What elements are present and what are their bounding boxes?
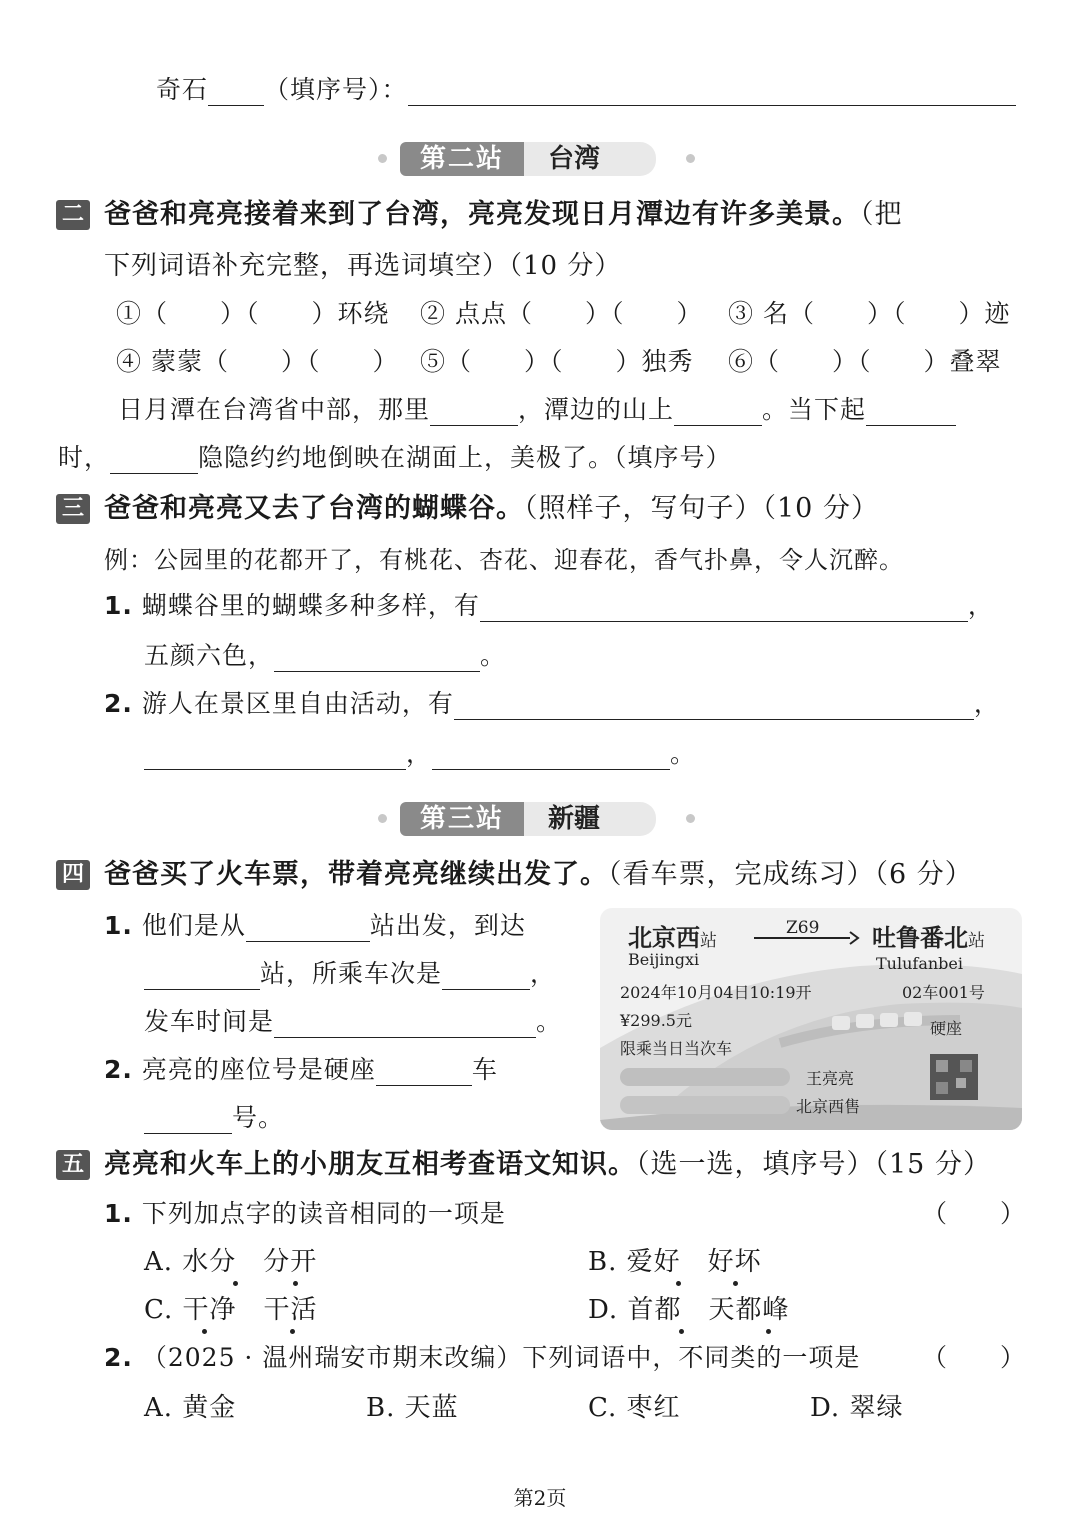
- q3-blank-3[interactable]: [454, 691, 974, 720]
- top-blank-2[interactable]: [408, 77, 1016, 106]
- q4-item1-d: 发车时间是: [144, 1007, 275, 1036]
- ticket-notice: 限乘当日当次车: [620, 1039, 733, 1058]
- q2-row1-a: ①（ ）（ ）环绕: [116, 299, 390, 328]
- q2-title: 爸爸和亮亮接着来到了台湾，亮亮发现日月潭边有许多美景。: [104, 199, 860, 230]
- banner-dot-right: [686, 154, 695, 163]
- ticket-price: ¥299.5元: [620, 1011, 692, 1030]
- ticket-passenger: 王亮亮: [806, 1069, 855, 1088]
- ticket-to-suffix: 站: [968, 931, 985, 951]
- q4-item1-num: 1.: [104, 911, 133, 940]
- q3-item2-line2: [144, 738, 696, 770]
- emphasis-dot: [679, 1329, 684, 1334]
- ticket-from-name: 北京西: [628, 924, 700, 952]
- q5-opt1-a[interactable]: A. 水分 分开: [144, 1247, 318, 1277]
- ticket-from-pinyin: Beijingxi: [628, 950, 700, 969]
- q2-fill-a: 日月潭在台湾省中部，那里: [118, 395, 431, 424]
- q4-item1-l2: [144, 958, 556, 990]
- q4-item2-c: 号。: [232, 1103, 285, 1132]
- q2-blank-1[interactable]: [430, 397, 518, 426]
- section-icon-5: 五: [56, 1150, 90, 1180]
- emphasis-dot: [202, 1329, 207, 1334]
- q5-item2-text: （2025 · 温州瑞安市期末改编）下列词语中，不同类的一项是: [141, 1343, 861, 1372]
- q2-fill-e: 隐隐约约地倒映在湖面上，美极了。（填序号）: [198, 443, 732, 472]
- q3-comma-1: ，: [967, 591, 994, 620]
- q3-title: 爸爸和亮亮又去了台湾的蝴蝶谷。: [104, 493, 524, 524]
- q3-item1-num: 1.: [104, 591, 133, 620]
- train-ticket: [600, 908, 1022, 1130]
- q4-item1-c: 站，所乘车次是: [260, 959, 443, 988]
- q3-comma-2: ，: [973, 689, 1000, 718]
- q3-blank-2[interactable]: [274, 643, 480, 672]
- q4-item2-l2: [144, 1102, 284, 1134]
- q2-row1-c: ③ 名（ ）（ ）迹: [728, 299, 1011, 328]
- q4-blank-train[interactable]: [442, 961, 530, 990]
- q4-item2-b: 车: [471, 1055, 498, 1084]
- q5-item1-text: 下列加点字的读音相同的一项是: [141, 1199, 506, 1228]
- q4-item1-b: 站出发，到达: [369, 911, 526, 940]
- q2-heading: [104, 198, 903, 232]
- ticket-from: [628, 918, 717, 953]
- q5-item2-num: 2.: [104, 1343, 133, 1372]
- q2-row2-a: ④ 蒙蒙（ ）（ ）: [116, 347, 399, 376]
- q3-item2: [104, 688, 1000, 720]
- station-number: 第二站: [400, 142, 524, 176]
- section-icon-4: 四: [56, 860, 90, 890]
- q5-item2-paren[interactable]: （ ）: [922, 1343, 1027, 1372]
- ticket-train-no: Z69: [786, 918, 820, 938]
- q4-blank-car[interactable]: [376, 1057, 472, 1086]
- q5-heading: [104, 1148, 991, 1182]
- q5-item2: [104, 1342, 860, 1374]
- q5-opt1-d[interactable]: D. 首都 天都峰: [588, 1295, 790, 1325]
- ticket-to-pinyin: Tulufanbei: [876, 954, 963, 973]
- station-banner-3: [378, 798, 698, 838]
- ticket-sold-at: 北京西售: [796, 1097, 861, 1116]
- emphasis-dot: [676, 1281, 681, 1286]
- banner-dot-right: [686, 814, 695, 823]
- q4-period: 。: [536, 1007, 563, 1036]
- q4-item1-l3: [144, 1006, 562, 1038]
- q2-row1-b: ② 点点（ ）（ ）: [420, 299, 703, 328]
- section-icon-3: 三: [56, 494, 90, 524]
- q3-heading: [104, 492, 879, 526]
- q4-heading: [104, 858, 973, 892]
- q4-item1-a: 他们是从: [141, 911, 246, 940]
- q2-fill-line1: [118, 394, 956, 426]
- ticket-to: [872, 918, 985, 953]
- q3-comma-3: ，: [406, 739, 433, 768]
- top-line: [156, 74, 1016, 106]
- q4-blank-seat[interactable]: [144, 1105, 232, 1134]
- q2-blank-3[interactable]: [866, 397, 956, 426]
- q2-row2-b: ⑤（ ）（ ）独秀: [420, 347, 694, 376]
- q5-opt2-b[interactable]: B. 天蓝: [366, 1393, 459, 1423]
- q4-title: 爸爸买了火车票，带着亮亮继续出发了。: [104, 859, 608, 890]
- q3-blank-5[interactable]: [432, 741, 670, 770]
- emphasis-dot: [233, 1281, 238, 1286]
- ticket-seat-type: 硬座: [930, 1019, 963, 1038]
- q2-line2: 下列词语补充完整，再选词填空）（10 分）: [104, 251, 622, 281]
- page-number: 第2页: [513, 1486, 567, 1510]
- q2-blank-2[interactable]: [674, 397, 762, 426]
- q3-title-note: （照样子，写句子）（10 分）: [524, 493, 879, 524]
- q4-title-note: （看车票，完成练习）（6 分）: [608, 859, 973, 890]
- banner-dot-left: [378, 814, 387, 823]
- emphasis-dot: [290, 1329, 295, 1334]
- q4-blank-to[interactable]: [144, 961, 260, 990]
- q2-blank-4[interactable]: [110, 445, 198, 474]
- station-number: 第三站: [400, 802, 524, 836]
- top-label: 奇石: [156, 75, 209, 104]
- emphasis-dot: [766, 1329, 771, 1334]
- q3-blank-4[interactable]: [144, 741, 406, 770]
- q4-item2-num: 2.: [104, 1055, 133, 1084]
- station-name: 新疆: [524, 802, 656, 836]
- top-blank-1[interactable]: [208, 77, 264, 106]
- q3-period-2: 。: [670, 739, 697, 768]
- q3-item1-line2-text: 五颜六色，: [144, 641, 275, 670]
- q4-item2-a: 亮亮的座位号是硬座: [141, 1055, 376, 1084]
- q3-item2-text: 游人在景区里自由活动，有: [141, 689, 454, 718]
- ticket-datetime: 2024年10月04日10:19开: [620, 983, 812, 1002]
- q3-item1-text: 蝴蝶谷里的蝴蝶多种多样，有: [141, 591, 480, 620]
- emphasis-dot: [293, 1281, 298, 1286]
- q4-comma: ，: [530, 959, 557, 988]
- q5-item1: [104, 1198, 506, 1230]
- q5-item1-num: 1.: [104, 1199, 133, 1228]
- q2-fill-d: 时，: [58, 443, 111, 472]
- q2-title-note: （把: [860, 199, 903, 230]
- q5-opt2-c[interactable]: C. 枣红: [588, 1393, 681, 1423]
- q3-item1: [104, 590, 994, 622]
- q3-period-1: 。: [480, 641, 507, 670]
- emphasis-dot: [733, 1281, 738, 1286]
- section-icon-2: 二: [56, 200, 90, 230]
- q3-blank-1[interactable]: [480, 593, 968, 622]
- q4-blank-from[interactable]: [246, 913, 370, 942]
- q4-blank-time[interactable]: [274, 1009, 536, 1038]
- q4-item1-l1: [104, 910, 526, 942]
- ticket-to-name: 吐鲁番北: [872, 924, 968, 952]
- q5-opt2-a[interactable]: A. 黄金: [144, 1393, 237, 1423]
- q2-fill-line2: [58, 442, 732, 474]
- q2-fill-b: ，潭边的山上: [518, 395, 675, 424]
- q3-item1-line2: [144, 640, 506, 672]
- q4-item2-l1: [104, 1054, 498, 1086]
- q5-item1-paren[interactable]: （ ）: [922, 1199, 1027, 1228]
- q2-fill-c: 。当下起: [762, 395, 867, 424]
- station-banner-2: [378, 138, 698, 178]
- q2-row2-c: ⑥（ ）（ ）叠翠: [728, 347, 1002, 376]
- q5-opt1-b[interactable]: B. 爱好 好坏: [588, 1247, 762, 1277]
- q3-example: 例：公园里的花都开了，有桃花、杏花、迎春花，香气扑鼻，令人沉醉。: [104, 546, 904, 574]
- ticket-from-suffix: 站: [700, 931, 717, 951]
- station-name: 台湾: [524, 142, 656, 176]
- ticket-seat: 02车001号: [902, 983, 985, 1002]
- top-after: （填序号）：: [264, 75, 408, 104]
- banner-dot-left: [378, 154, 387, 163]
- q5-title-note: （选一选，填序号）（15 分）: [636, 1149, 991, 1180]
- q5-opt2-d[interactable]: D. 翠绿: [810, 1393, 904, 1423]
- q3-item2-num: 2.: [104, 689, 133, 718]
- q5-title: 亮亮和火车上的小朋友互相考查语文知识。: [104, 1149, 636, 1180]
- q5-opt1-c[interactable]: C. 干净 干活: [144, 1295, 318, 1325]
